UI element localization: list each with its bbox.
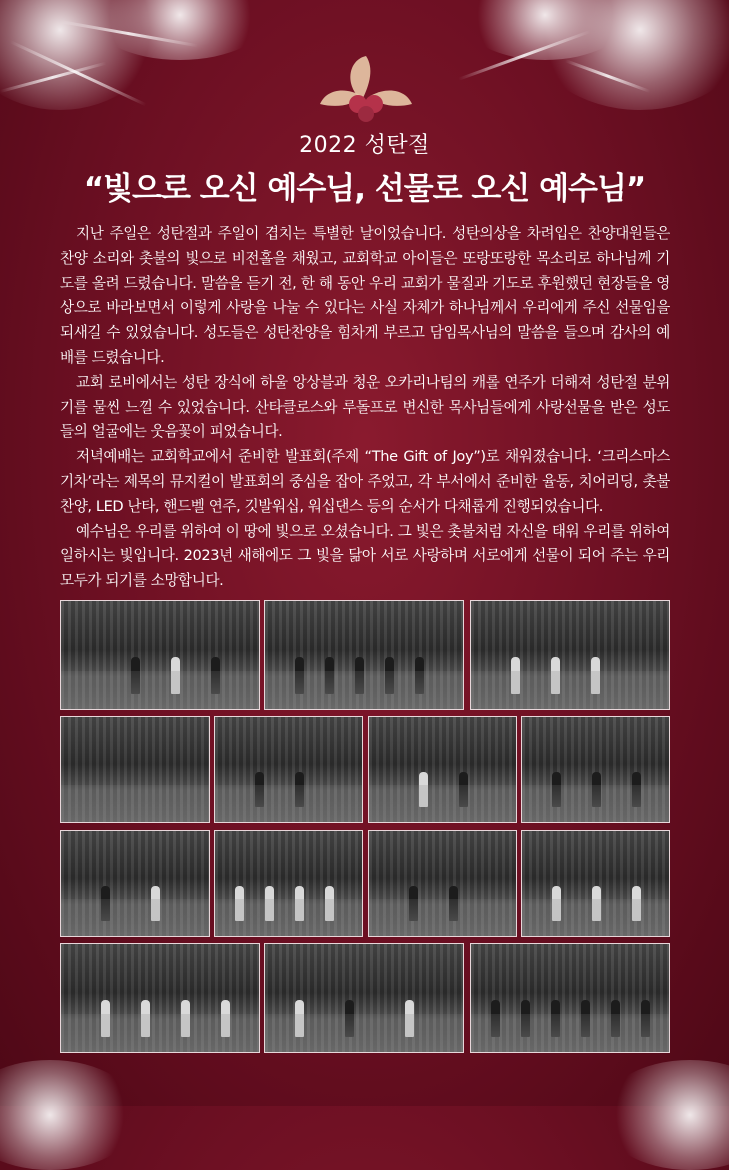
photo-lobby-ensemble xyxy=(214,716,363,823)
paragraph-4: 예수님은 우리를 위하여 이 땅에 빛으로 오셨습니다. 그 빛은 촛불처럼 자신을 태워 우리를 위하여 일하시는 빛입니다. 2023년 새해에도 그 빛을 닮아 서로 사랑하며 서로에게 선물이 되어 주는 우리 모두가 되기를 소망합니다. xyxy=(60,522,670,590)
photo-led-performance xyxy=(368,830,517,937)
paragraph-2: 교회 로비에서는 성탄 장식에 하울 앙상블과 청운 오카리나팀의 캐롤 연주가 더해져 성탄절 분위기를 물씬 느낄 수 있었습니다. 산타클로스와 루돌프로 변신한 목사님들에게 사랑선물을 받은 성도들의 얼굴에는 웃음꽃이 피었습니다. xyxy=(60,373,670,441)
photo-lobby-crowd xyxy=(521,716,670,823)
photo-musical-children xyxy=(60,830,210,937)
paragraph-1: 지난 주일은 성탄절과 주일이 겹치는 특별한 날이었습니다. 성탄의상을 차려입은 찬양대원들은 찬양 소리와 촛불의 빛으로 비전홀을 채웠고, 교회학교 아이들은 또랑또랑한 목소리로 하나님께 기도를 올려 드렸습니다. 말씀을 듣기 전, 한 해 동안 우리 교회가 물질과 기도로 후원했던 현장들을 영상으로 바라보면서 이렇게 사랑을 나눌 수 있다는 사실 자체가 하나님께서 우리에게 주신 선물임을 되새길 수 있었습니다. 성도들은 성탄찬양을 힘차게 부르고 담임목사님의 말씀을 들으며 감사의 예배를 드렸습니다. xyxy=(60,225,670,366)
photo-stage-dance xyxy=(521,830,670,937)
article-body xyxy=(60,222,670,594)
photo-choir-group xyxy=(264,600,464,710)
holly-ornament-icon xyxy=(318,46,414,124)
photo-choir-children xyxy=(60,600,260,710)
year-title: 2022 성탄절 xyxy=(299,133,430,158)
photo-children-group xyxy=(60,943,260,1053)
article-header xyxy=(0,128,729,208)
photo-lobby-santa xyxy=(368,716,517,823)
photo-dance-children xyxy=(214,830,363,937)
photo-congregation-hall xyxy=(60,716,210,823)
headline: “빛으로 오신 예수님, 선물로 오신 예수님” xyxy=(83,171,646,207)
paragraph-3: 저녁예배는 교회학교에서 준비한 발표회(주제 “The Gift of Joy”)로 채워졌습니다. ‘크리스마스 기차’라는 제목의 뮤지컬이 발표회의 중심을 잡아 주었고, 각 부서에서 준비한 율동, 치어리딩, 촛불찬양, LED 난타, 핸드벨 연주, 깃발워십, 워십댄스 등의 순서가 다채롭게 진행되었습니다. xyxy=(60,448,670,515)
photo-final-group xyxy=(470,943,670,1053)
photo-choir-stage xyxy=(470,600,670,710)
photo-nativity-play xyxy=(264,943,464,1053)
